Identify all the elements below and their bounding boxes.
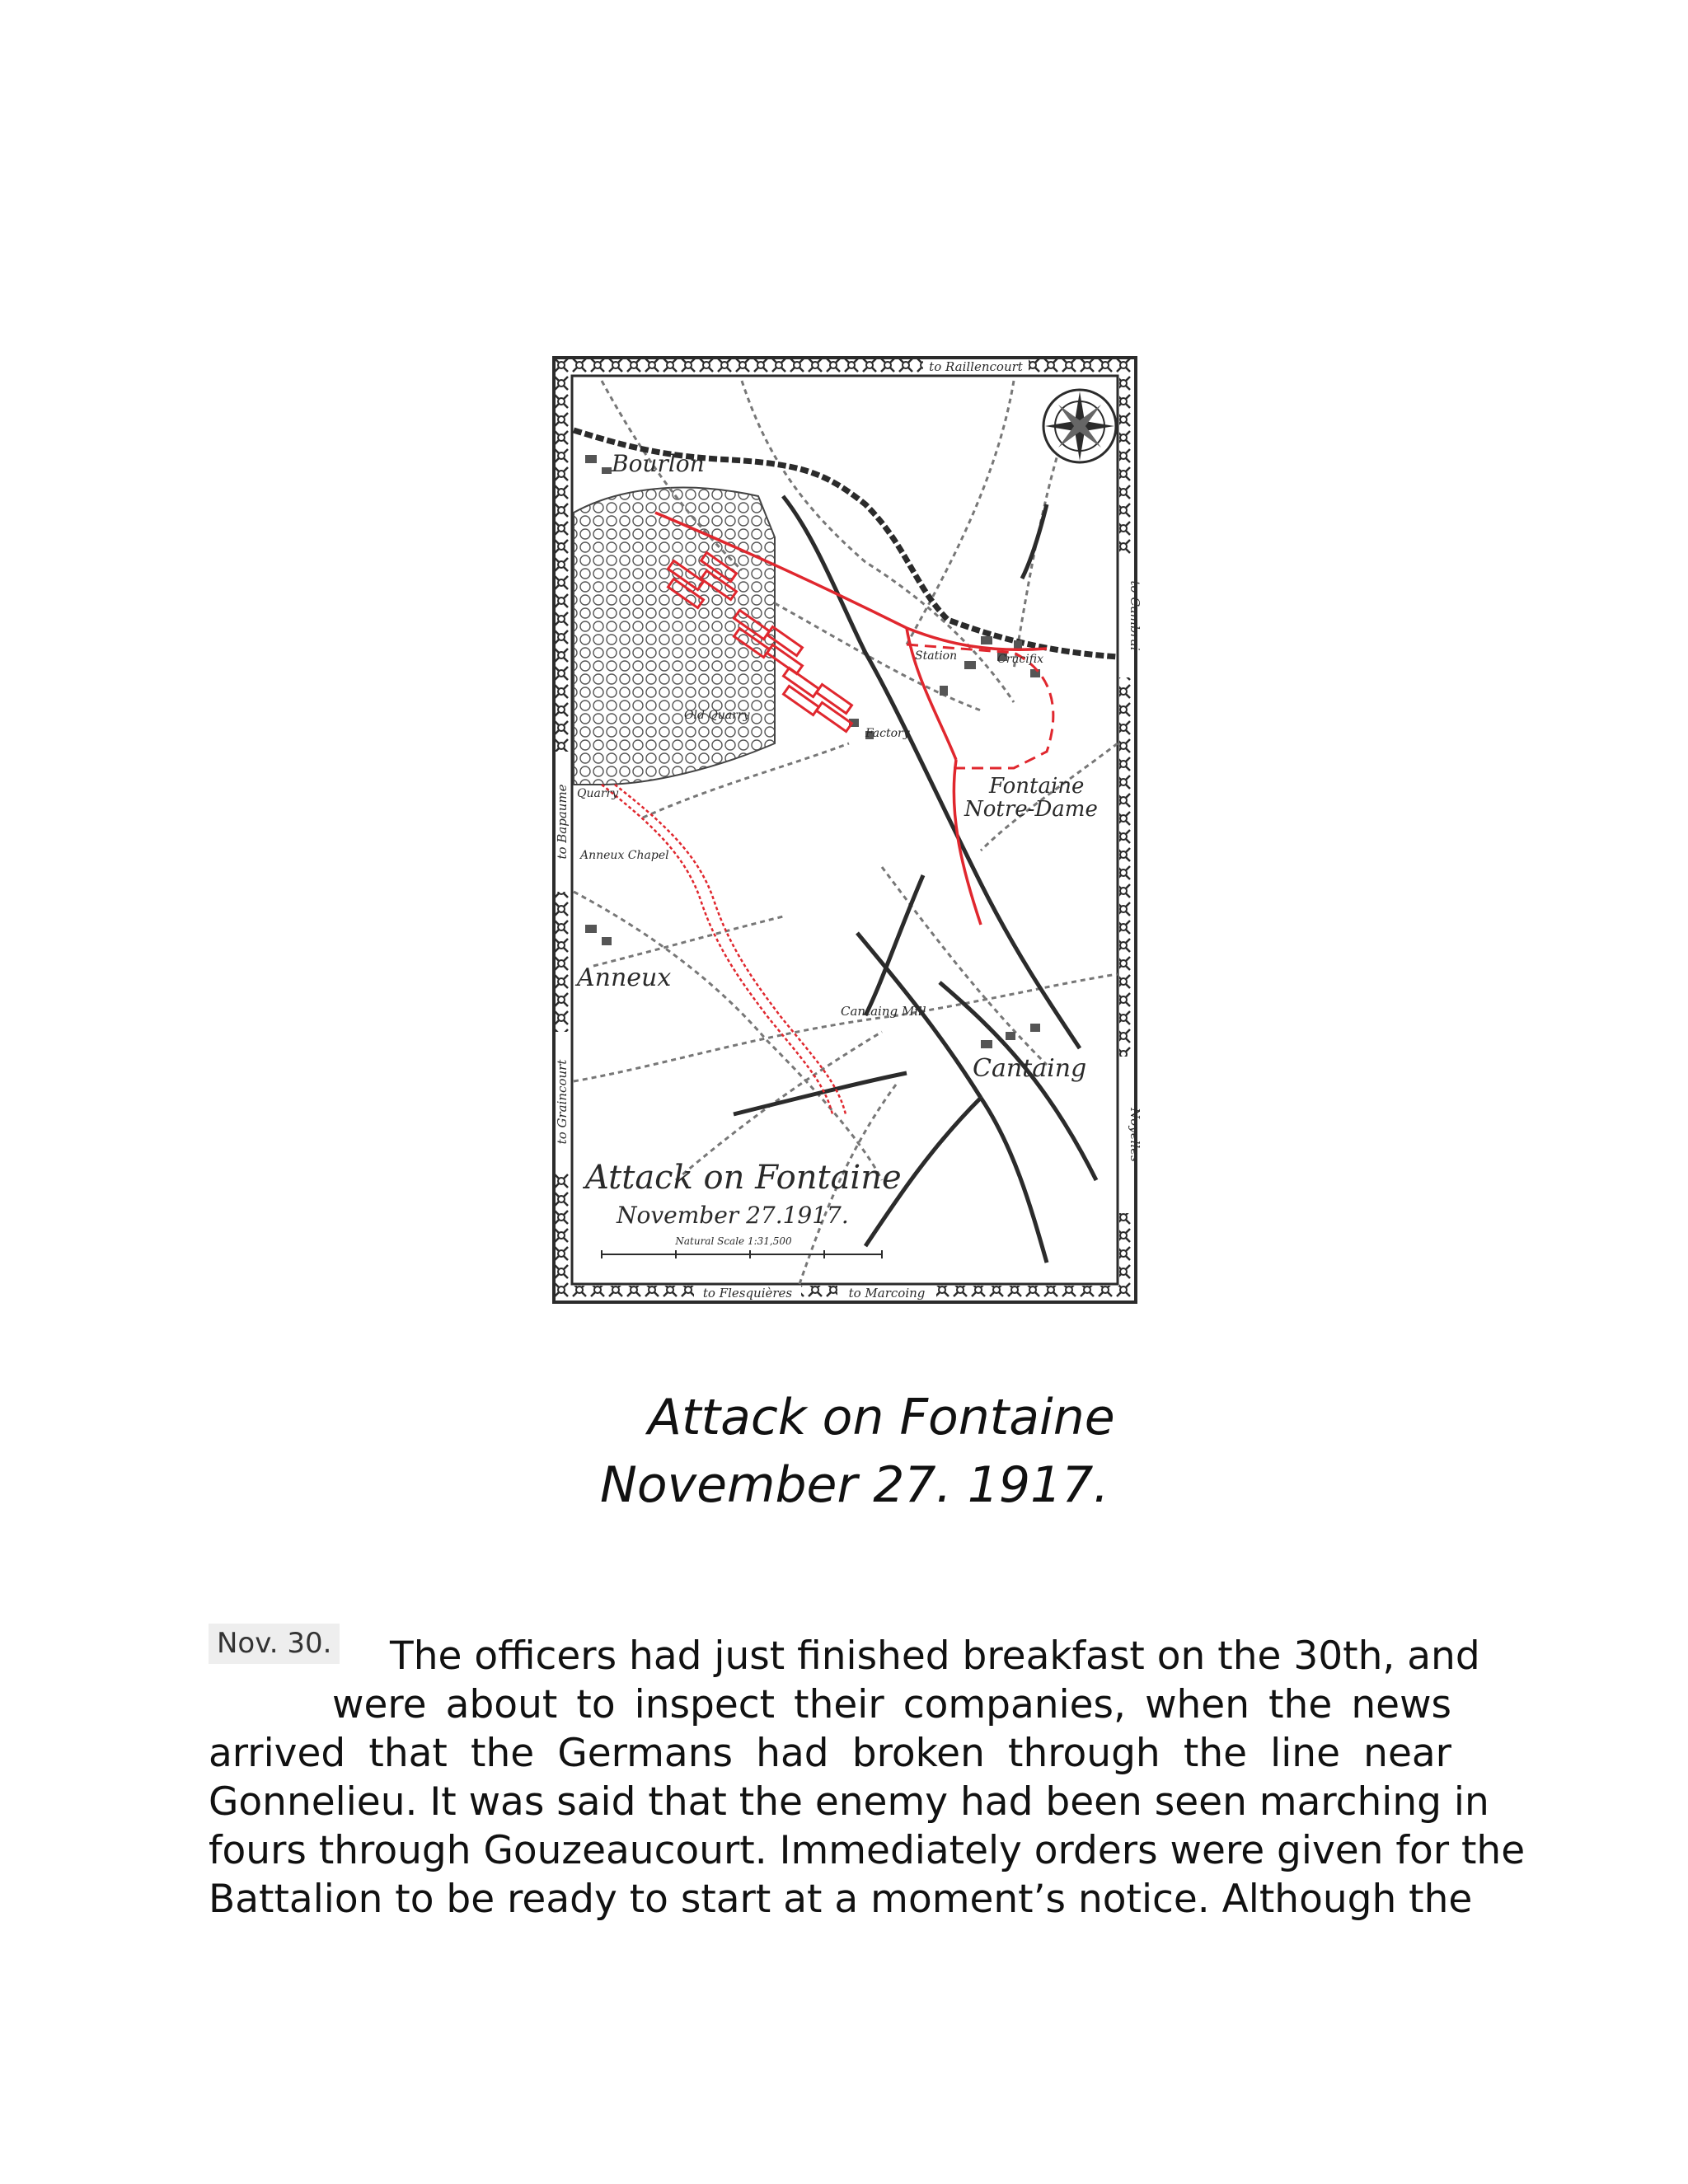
map-label-left-road-lower: to Graincourt: [555, 1059, 570, 1145]
map-label-left-road-upper: to Bapaume: [555, 784, 570, 860]
map-scale: Natural Scale 1:31,500: [675, 1235, 792, 1247]
map-label-right-road-lower: Noyelles: [1128, 1108, 1142, 1162]
figure-caption-date: November 27. 1917.: [600, 1456, 1109, 1514]
body-line: Gonnelieu. It was said that the enemy had been seen marching in: [209, 1779, 1489, 1825]
map-figure: [552, 356, 1142, 1304]
map-label-notre-dame: Notre-Dame: [964, 797, 1098, 822]
map-label-bourlon: Bourlon: [612, 450, 705, 477]
map-title: Attack on Fontaine: [585, 1159, 902, 1197]
body-line: Battalion to be ready to start at a moment’s notice. Although the: [209, 1877, 1473, 1922]
body-line: were about to inspect their companies, when the news: [332, 1682, 1451, 1727]
map-label-bottom-right-road: to Marcoing: [848, 1286, 926, 1301]
map-label-old-quarry: Old Quarry: [684, 709, 750, 722]
map-label-crucifix: Crucifix: [997, 653, 1043, 666]
body-line: arrived that the Germans had broken through the line near: [209, 1731, 1451, 1776]
map-label-cantaing: Cantaing: [973, 1054, 1087, 1083]
body-paragraph: [209, 1632, 1526, 1924]
map-label-fontaine: Fontaine: [989, 774, 1085, 799]
body-line: The officers had just finished breakfast on the 30th, and: [390, 1633, 1480, 1679]
map-date: November 27.1917.: [617, 1202, 849, 1229]
bourlon-wood: [574, 488, 775, 785]
margin-date-note: Nov. 30.: [209, 1624, 340, 1664]
map-label-anneux: Anneux: [577, 963, 672, 992]
map-label-cantaing-mill: Cantaing Mill: [841, 1004, 926, 1019]
map-label-factory: Factory: [865, 727, 910, 740]
compass-rose: [1043, 390, 1116, 462]
map-label-bottom-left-road: to Flesquières: [702, 1286, 793, 1301]
figure-caption-title: Attack on Fontaine: [648, 1389, 1115, 1446]
border-top: [556, 359, 1134, 374]
map-label-top-road: to Raillencourt: [929, 359, 1023, 374]
map-label-quarry: Quarry: [577, 787, 619, 800]
map-label-station: Station: [915, 649, 958, 663]
body-line: fours through Gouzeaucourt. Immediately orders were given for the: [209, 1828, 1526, 1873]
map-label-anneux-chapel: Anneux Chapel: [580, 849, 669, 862]
map-label-right-road: to Cambrai: [1128, 580, 1142, 651]
